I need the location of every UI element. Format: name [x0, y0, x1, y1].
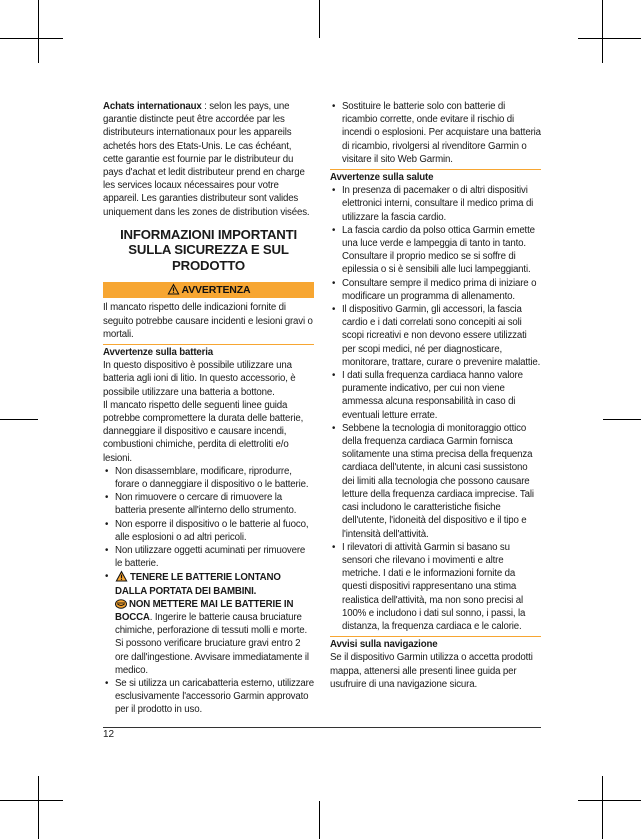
- crop-mark: [578, 38, 641, 39]
- list-item: • I dati sulla frequenza cardiaca hanno valore puramente indicativo, per cui non viene ammessa alcuna responsabilità in caso di eventuali letture errate.: [330, 369, 541, 422]
- list-item: • Il dispositivo Garmin, gli accessori, la fascia cardio e i dati correlati sono concepiti ai soli scopi ricreativi e non devono essere utilizzati per scopi medici, né per diagnosticare, monitorare, trattare, curare o prevenire malattie.: [330, 303, 541, 369]
- health-bullet-list: [330, 184, 541, 633]
- warning-text: Il mancato rispetto delle indicazioni fornite di seguito potrebbe causare incidenti e lesioni gravi o mortali.: [103, 302, 313, 340]
- crop-mark: [319, 801, 320, 839]
- warning-label: AVVERTENZA: [181, 284, 251, 297]
- section-title: INFORMAZIONI IMPORTANTI SULLA SICUREZZA E SUL PRODOTTO: [120, 226, 297, 273]
- crop-mark: [38, 0, 39, 63]
- battery-bullet-list-continued: [330, 100, 541, 166]
- right-column: [330, 100, 541, 691]
- list-item: • Non utilizzare oggetti acuminati per rimuovere le batterie.: [103, 544, 314, 570]
- crop-mark: [603, 419, 641, 420]
- kids-warning-bold-2: NON METTERE MAI LE BATTERIE IN BOCCA: [115, 598, 294, 623]
- warning-banner: [103, 282, 314, 298]
- left-column: [103, 100, 314, 717]
- intro-paragraph: [103, 100, 314, 219]
- page-number: 12: [103, 727, 541, 740]
- list-item: • In presenza di pacemaker o di altri dispositivi elettronici interni, consultare il medico prima di utilizzare la fascia cardio.: [330, 184, 541, 224]
- navigation-text: Se il dispositivo Garmin utilizza o accetta prodotti mappa, attenersi alle presenti linee guida per usufruire di una navigazione sicura.: [330, 652, 533, 690]
- crop-mark: [38, 776, 39, 839]
- warning-icon: [115, 570, 128, 582]
- list-item: • La fascia cardio da polso ottica Garmin emette una luce verde e lampeggia di tanto in tanto. Consultare il proprio medico se si soffre di epilessia o si è sensibili alle luci lampeggianti.: [330, 224, 541, 277]
- crop-mark: [578, 800, 641, 801]
- list-item: • Se si utilizza un caricabatteria esterno, utilizzare esclusivamente l'accessorio Garmin approvato per il prodotto in uso.: [103, 677, 314, 717]
- health-heading: Avvertenze sulla salute: [330, 169, 541, 184]
- crop-mark: [0, 419, 38, 420]
- list-item: • Sebbene la tecnologia di monitoraggio ottico della frequenza cardiaca Garmin fornisca solitamente una stima precisa della frequenza cardiaca dell'utente, in alcuni casi sussistono dei limiti alla tecnologia che possono causare letture della frequenza cardiaca imprecise. Tali casi includono le caratteristiche fisiche dell'utente, l'idoneità del dispositivo e il tipo e l'intensità dell'attività.: [330, 422, 541, 541]
- warning-icon: [167, 283, 180, 295]
- crop-mark: [319, 0, 320, 38]
- list-item: • Non disassemblare, modificare, riprodurre, forare o danneggiare il dispositivo o le batterie.: [103, 465, 314, 491]
- list-item: • Consultare sempre il medico prima di iniziare o modificare un programma di allenamento.: [330, 277, 541, 303]
- intro-bold: Achats internationaux: [103, 101, 202, 112]
- list-item: • I rilevatori di attività Garmin si basano su sensori che rilevano i movimenti e altre metriche. I dati e le informazioni fornite da questi dispositivi rappresentano una stima realistica dell'attività, ma non sono precisi al 100% e includono i dati sul sonno, i passi, la distanza, la frequenza cardiaca e le calorie.: [330, 541, 541, 633]
- battery-heading: Avvertenze sulla batteria: [103, 344, 314, 359]
- crop-mark: [0, 800, 63, 801]
- battery-bullet-list: [103, 465, 314, 717]
- kids-warning-bold-1: TENERE LE BATTERIE LONTANO DALLA PORTATA DEI BAMBINI.: [115, 572, 281, 597]
- crop-mark: [602, 0, 603, 63]
- battery-paragraph-2: Il mancato rispetto delle seguenti linee guida potrebbe compromettere la durata delle batterie, danneggiare il dispositivo e causare incendi, combustioni chimiche, perdita di elettroliti e/o lesioni.: [103, 399, 304, 464]
- list-item: • Non esporre il dispositivo o le batterie al fuoco, alle esplosioni o ad altri pericoli.: [103, 518, 314, 544]
- list-item: [103, 570, 314, 677]
- navigation-heading: Avvisi sulla navigazione: [330, 636, 541, 651]
- crop-mark: [602, 776, 603, 839]
- intro-text: : selon les pays, une garantie distincte peut être accordée par les distributeurs internationaux pour les appareils achetés hors des Etats-Unis. Le cas échéant, cette garantie est fournie par le distributeur du pays d'achat et ledit distributeur prend en charge les services locaux nécessaires pour votre appareil. Les garanties distributeur sont valides uniquement dans les zones de distribution visées.: [103, 101, 310, 218]
- battery-paragraph-1: In questo dispositivo è possibile utilizzare una batteria agli ioni di litio. In questo accessorio, è possibile utilizzare una batteria a bottone.: [103, 360, 296, 398]
- kids-warning-text: . Ingerire le batterie causa bruciature chimiche, perforazione di tessuti molli e morte. Si possono verificare bruciature gravi entro 2 ore dall'ingestione. Avvisare immediatamente il medico.: [115, 612, 309, 676]
- battery-mouth-icon: [115, 599, 127, 609]
- list-item: • Sostituire le batterie solo con batterie di ricambio corrette, onde evitare il rischio di incendi o esplosioni. Per acquistare una batteria di ricambio, rivolgersi al rivenditore Garmin o visitare il sito Web Garmin.: [330, 100, 541, 166]
- crop-mark: [0, 38, 63, 39]
- list-item: • Non rimuovere o cercare di rimuovere la batteria presente all'interno dello strumento.: [103, 491, 314, 517]
